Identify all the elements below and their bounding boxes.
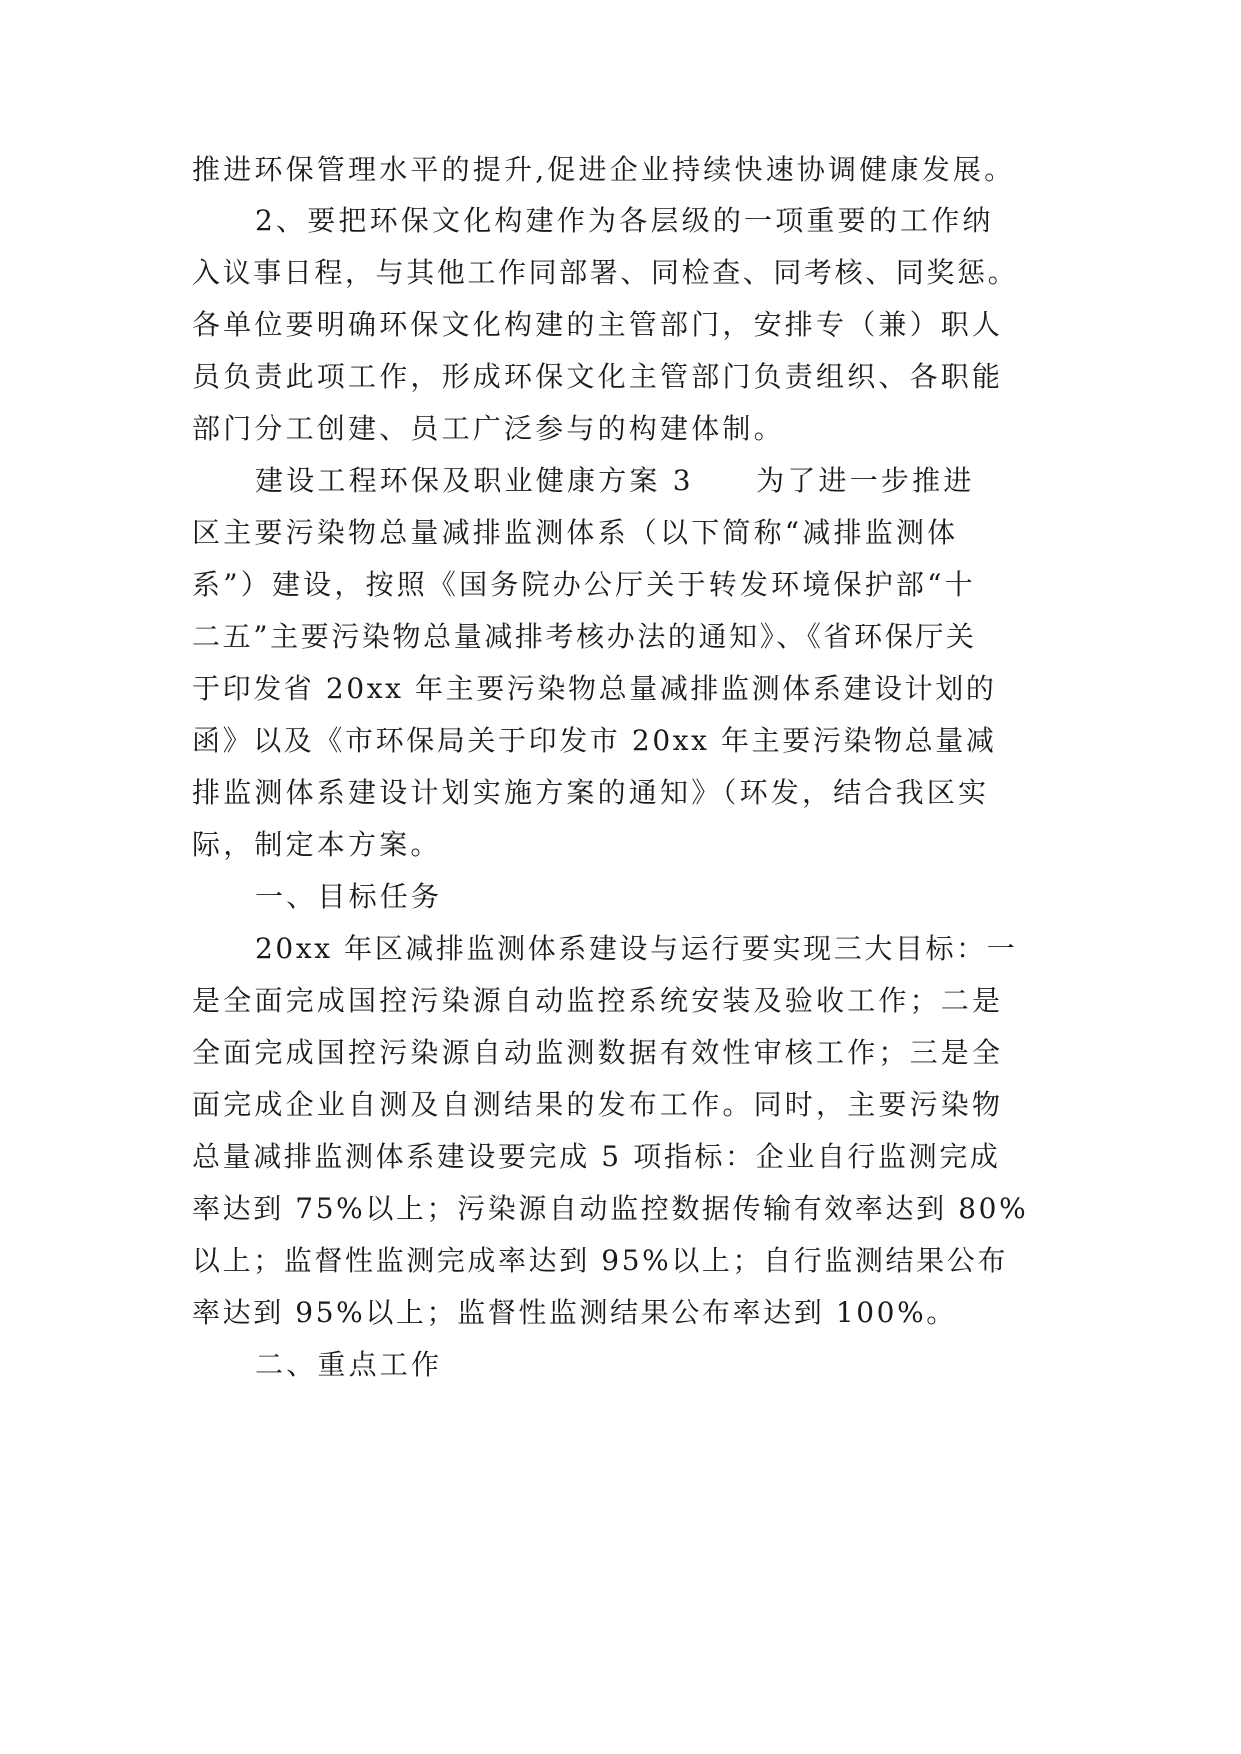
text-line: 部门分工创建、员工广泛参与的构建体制。 [192, 412, 785, 445]
text-line: 于印发省 20xx 年主要污染物总量减排监测体系建设计划的 [192, 672, 997, 705]
text-line: 际，制定本方案。 [192, 828, 442, 861]
text-line: 各单位要明确环保文化构建的主管部门，安排专（兼）职人 [192, 308, 1004, 341]
text-line: 面完成企业自测及自测结果的发布工作。同时，主要污染物 [192, 1088, 1004, 1121]
section-heading: 建设工程环保及职业健康方案 3 为了进一步推进 [255, 464, 975, 497]
text-line: 员负责此项工作，形成环保文化主管部门负责组织、各职能 [192, 360, 1004, 393]
text-line: 区主要污染物总量减排监测体系（以下简称“减排监测体 [192, 516, 959, 549]
text-line: 入议事日程，与其他工作同部署、同检查、同考核、同奖惩。 [192, 256, 1019, 289]
text-line: 系”）建设，按照《国务院办公厅关于转发环境保护部“十 [192, 568, 976, 601]
text-line: 20xx 年区减排监测体系建设与运行要实现三大目标：一 [255, 932, 1018, 965]
section-heading: 一、目标任务 [255, 880, 443, 913]
text-line: 是全面完成国控污染源自动监控系统安装及验收工作；二是 [192, 984, 1004, 1017]
section-heading: 二、重点工作 [255, 1348, 443, 1381]
text-line: 二五”主要污染物总量减排考核办法的通知》、《省环保厅关 [192, 620, 977, 653]
text-line: 函》以及《市环保局关于印发市 20xx 年主要污染物总量减 [192, 724, 997, 757]
text-line: 率达到 95%以上；监督性监测结果公布率达到 100%。 [192, 1296, 957, 1329]
text-line: 率达到 75%以上；污染源自动监控数据传输有效率达到 80% [192, 1192, 1029, 1225]
text-line: 推进环保管理水平的提升,促进企业持续快速协调健康发展。 [192, 153, 1016, 186]
text-line: 总量减排监测体系建设要完成 5 项指标：企业自行监测完成 [192, 1140, 1001, 1173]
text-line: 以上；监督性监测完成率达到 95%以上；自行监测结果公布 [192, 1244, 1008, 1277]
text-line: 2、要把环保文化构建作为各层级的一项重要的工作纳 [255, 204, 994, 237]
text-line: 排监测体系建设计划实施方案的通知》（环发，结合我区实 [192, 776, 990, 809]
text-line: 全面完成国控污染源自动监测数据有效性审核工作；三是全 [192, 1036, 1004, 1069]
